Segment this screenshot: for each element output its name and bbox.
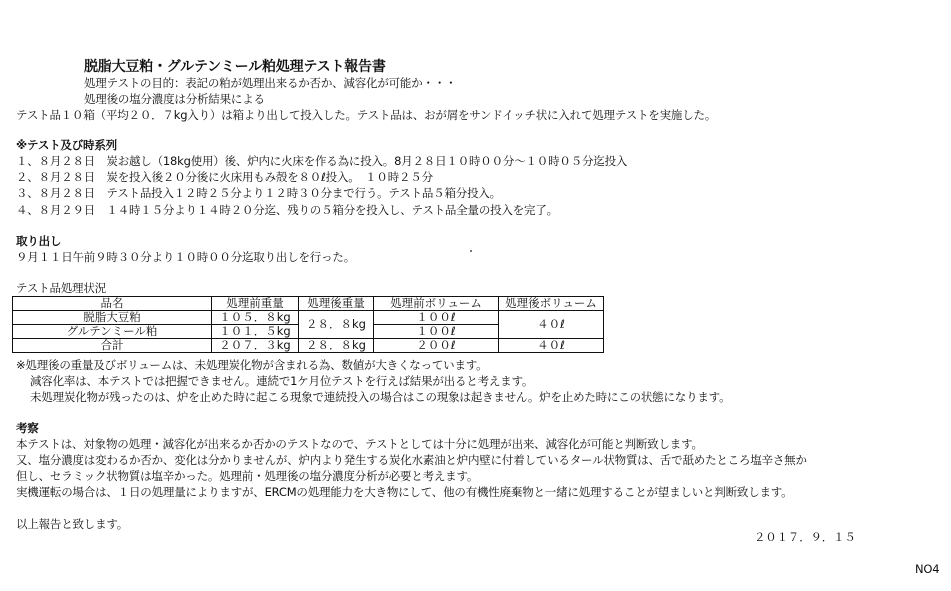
discussion-line: 又、塩分濃度は変わるか否か、変化は分かりませんが、炉内より発生する炭化水素油と炉内壁に付着しているタール状物質は、舌で舐めたところ塩辛さ無か <box>16 453 807 467</box>
timeline-item: ３、８月２８日 テスト品投入１２時２５分より１２時３０分まで行う。テスト品５箱分投入。 <box>16 186 501 200</box>
timeline-heading: ※テスト及び時系列 <box>16 138 117 152</box>
cell-pre-weight: １０１．５kg <box>212 325 299 339</box>
header-pre-weight: 処理前重量 <box>212 297 299 311</box>
table-row <box>13 311 604 325</box>
takeout-heading: 取り出し <box>16 234 62 248</box>
cell-pre-volume: １００ℓ <box>374 311 499 325</box>
purpose-line: 処理テストの目的：表記の粕が処理出来るか否か、減容化が可能か・・・ <box>84 76 457 90</box>
cell-total-post-weight: ２８．８kg <box>299 339 374 353</box>
header-post-weight: 処理後重量 <box>299 297 374 311</box>
table-header-row <box>13 297 604 311</box>
cell-pre-volume: １００ℓ <box>374 325 499 339</box>
scan-speck <box>470 250 472 252</box>
table-caption: テスト品処理状況 <box>16 281 106 295</box>
note-line: 減容化率は、本テストでは把握できません。連続で1ケ月位テストを行えば結果が出ると考えます。 <box>30 374 534 388</box>
header-pre-volume: 処理前ボリューム <box>374 297 499 311</box>
page-number: NO4 <box>915 562 940 576</box>
report-date: ２０１７．９．１５ <box>754 530 856 544</box>
note-line: ※処理後の重量及びボリュームは、未処理炭化物が含まれる為、数値が大きくなっています。 <box>16 358 488 372</box>
cell-post-volume-merged: ４０ℓ <box>499 311 604 339</box>
timeline-item: １、８月２８日 炭お越し（18kg使用）後、炉内に火床を作る為に投入。8月２８日１０時００分～１０時０５分迄投入 <box>16 154 628 168</box>
header-post-volume: 処理後ボリューム <box>499 297 604 311</box>
cell-name: グルテンミール粕 <box>13 325 212 339</box>
takeout-text: ９月１１日午前９時３０分より１０時００分迄取り出しを行った。 <box>16 250 355 264</box>
discussion-heading: 考察 <box>16 421 39 435</box>
cell-name: 脱脂大豆粕 <box>13 311 212 325</box>
cell-total-name: 合計 <box>13 339 212 353</box>
results-table <box>12 296 604 353</box>
discussion-line: 但し、セラミック状物質は塩辛かった。処理前・処理後の塩分濃度分析が必要と考えます。 <box>16 469 479 483</box>
cell-total-post-volume: ４０ℓ <box>499 339 604 353</box>
cell-total-pre-volume: ２００ℓ <box>374 339 499 353</box>
closing-line: 以上報告と致します。 <box>16 517 129 531</box>
discussion-line: 実機運転の場合は、１日の処理量によりますが、ERCMの処理能力を大き物にして、他の有機性廃棄物と一緒に処理することが望ましいと判断致します。 <box>16 485 793 499</box>
cell-pre-weight: １０５．８kg <box>212 311 299 325</box>
timeline-item: ２、８月２８日 炭を投入後２０分後に火床用もみ殻を８０ℓ投入。 １０時２５分 <box>16 170 433 184</box>
salt-line: 処理後の塩分濃度は分析結果による <box>84 92 265 106</box>
cell-total-pre-weight: ２０７．３kg <box>212 339 299 353</box>
intro-line: テスト品１０箱（平均２０．７kg入り）は箱より出して投入した。テスト品は、おが屑をサンドイッチ状に入れて処理テストを実施した。 <box>16 108 717 122</box>
report-title: 脱脂大豆粕・グルテンミール粕処理テスト報告書 <box>84 59 386 75</box>
discussion-line: 本テストは、対象物の処理・減容化が出来るか否かのテストなので、テストとしては十分に処理が出来、減容化が可能と判断致します。 <box>16 437 703 451</box>
table-total-row <box>13 339 604 353</box>
header-name: 品名 <box>13 297 212 311</box>
note-line: 未処理炭化物が残ったのは、炉を止めた時に起こる現象で連続投入の場合はこの現象は起きません。炉を止めた時にこの状態になります。 <box>30 390 731 404</box>
cell-post-weight-merged: ２８．８kg <box>299 311 374 339</box>
timeline-item: ４、８月２９日 １４時１５分より１４時２０分迄、残りの５箱分を投入し、テスト品全量の投入を完了。 <box>16 203 558 217</box>
